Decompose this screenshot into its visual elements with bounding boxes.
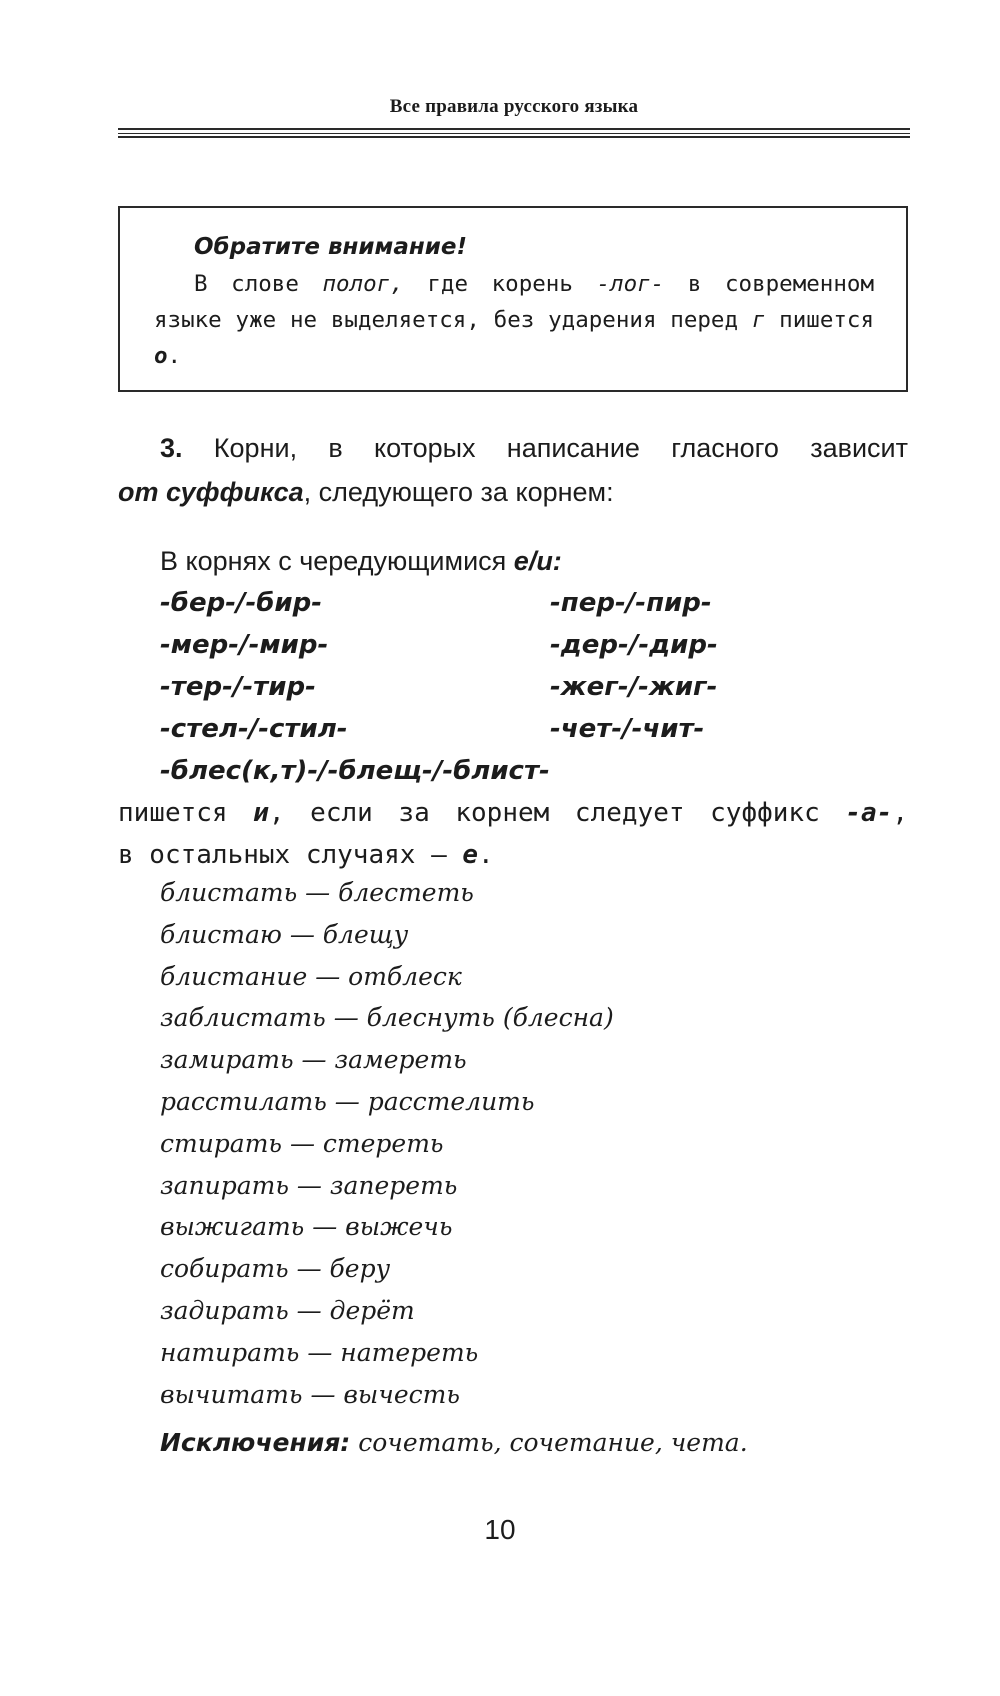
- rule-text-part: пишется: [118, 798, 254, 828]
- running-title: Все правила русского языка: [389, 96, 639, 117]
- notice-text-part: пишется: [765, 307, 874, 333]
- notice-title: Обратите внимание!: [194, 234, 467, 260]
- root-row: [160, 672, 860, 714]
- header-rule: [118, 133, 910, 134]
- section-emphasis: от суффикса: [118, 477, 304, 507]
- section-text: , следующего за корнем:: [303, 477, 614, 507]
- section-3: [118, 426, 908, 514]
- rule-text-part: .: [478, 840, 494, 870]
- notice-box: [118, 206, 908, 392]
- exceptions-words: сочетать, сочетание, чета.: [350, 1428, 748, 1457]
- root-left: -блес(к,т)-/-блещ-/-блист-: [160, 756, 550, 786]
- notice-text-part: где корень: [403, 271, 597, 297]
- roots-intro: [160, 546, 562, 577]
- example-pair: блистание — отблеск: [160, 961, 462, 991]
- section-text: Корни, в которых написание гласного зависит: [182, 433, 908, 463]
- rule-text-part: ,: [892, 798, 908, 828]
- rule-letter-i: и: [253, 798, 269, 828]
- root-right: -чет-/-чит-: [550, 714, 705, 744]
- root-right: -дер-/-дир-: [550, 630, 718, 660]
- roots-list: [160, 588, 860, 798]
- example-pair: вычитать — вычесть: [160, 1379, 460, 1409]
- page-number: 10: [484, 1514, 516, 1545]
- notice-letter-o: о: [154, 343, 168, 369]
- example-pair: расстилать — расстелить: [160, 1086, 535, 1116]
- roots-intro-letters: е/и:: [513, 546, 562, 576]
- exceptions-label: Исключения:: [160, 1428, 351, 1457]
- notice-word-polog: полог,: [322, 271, 404, 297]
- root-left: -тер-/-тир-: [160, 672, 316, 702]
- example-pair: заблистать — блеснуть (блесна): [160, 1003, 614, 1033]
- example-pair: натирать — натереть: [160, 1337, 479, 1367]
- notice-root-log: -лог-: [596, 271, 665, 297]
- root-row: [160, 588, 860, 630]
- example-pair: стирать — стереть: [160, 1128, 444, 1158]
- example-pair: замирать — замереть: [160, 1045, 467, 1075]
- roots-intro-text: В корнях с чередующимися: [160, 546, 514, 576]
- example-pair: запирать — запереть: [160, 1170, 458, 1200]
- header-rule: [118, 128, 910, 130]
- example-pair: задирать — дерёт: [160, 1295, 415, 1325]
- notice-letter-g: г: [751, 307, 766, 333]
- root-left: -бер-/-бир-: [160, 588, 323, 618]
- section-number: 3.: [160, 433, 183, 463]
- root-right: -пер-/-пир-: [550, 588, 712, 618]
- rule-text-part: в остальных случаях —: [118, 840, 463, 870]
- root-row: [160, 630, 860, 672]
- exceptions: [160, 1428, 748, 1458]
- rule-letter-e: е: [462, 840, 479, 870]
- example-pair: блистаю — блещу: [160, 919, 409, 949]
- rule-suffix-a: -а-: [845, 798, 893, 828]
- root-right: -жег-/-жиг-: [550, 672, 718, 702]
- rule-text: [118, 792, 908, 876]
- root-row: [160, 714, 860, 756]
- example-pair: собирать — беру: [160, 1254, 391, 1284]
- header-rule: [118, 136, 910, 138]
- notice-text-part: .: [167, 343, 182, 369]
- example-pair: выжигать — выжечь: [160, 1212, 453, 1242]
- rule-text-part: , если за корнем следует суффикс: [268, 798, 846, 828]
- notice-text: [154, 266, 874, 374]
- root-left: -мер-/-мир-: [160, 630, 329, 660]
- examples-list: [160, 872, 614, 1415]
- notice-text-part: В слове: [194, 271, 323, 297]
- notice-text-part: в современном языке уже не выделяется, без ударения перед: [154, 271, 874, 333]
- example-pair: блистать — блестеть: [160, 878, 474, 907]
- root-left: -стел-/-стил-: [160, 714, 348, 744]
